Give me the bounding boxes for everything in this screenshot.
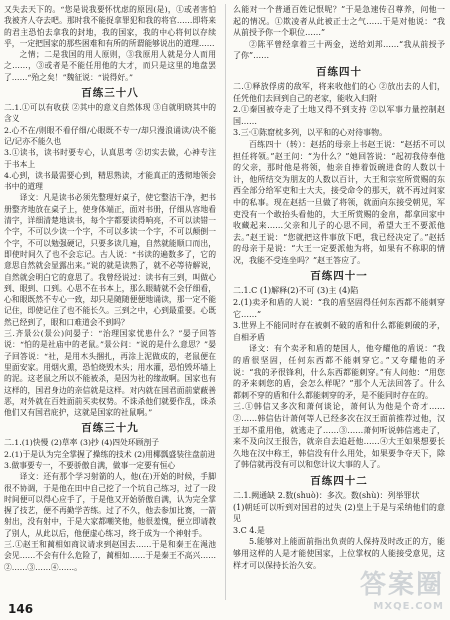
section-title-42: 百练四十二 — [310, 474, 368, 487]
translation-paragraph: 译文：有个卖矛和盾的楚国人，他夸耀他的盾说：“我的盾很坚固，任何东西都不能刺穿它。”又夸耀他的矛说：“我的矛很锋利，什么东西都能刺穿。”有人问他：“用您的矛来刺您的盾，会怎么样呢？”那个人无法回答了。什么都刺不穿的盾和什么都能刺穿的矛，是不能同时存在的。 — [233, 344, 445, 400]
section-title-41: 百练四十一 — [310, 270, 368, 283]
answer-line: 二.1.阙通缺 2.数(shuò)：多次。数(shù)：列举罪状 — [233, 490, 420, 500]
answer-line: 二.1.①可以有收获 ②其中的意义自然体现 ③自就明晓其中的含义 — [4, 103, 216, 124]
section-title-40: 百练四十 — [316, 65, 362, 78]
answer-line: 3.①读书，读书时要专心，认真思考 ②切实去做，心神专注于书本上 — [4, 148, 216, 169]
watermark-text: 答案圈 — [359, 570, 444, 600]
answer-line: 三.①赵王和蔺相如商议请求到赵国去……于是和秦王在渑池会见……不会有什么危险了，蔺相如……于是秦王不高兴……②……③……④……。 — [4, 540, 216, 572]
paragraph: 之情；二是我国的用人原则，③我原用人就是分人而用之……，③或者是不能任用他的大才，而只是这里的地盘罢了……“殆之矣！”魏征说：“说得好。” — [4, 50, 216, 82]
answer-line: 二.①释放俘虏的敌军，将来收他们的心 ②放出去的人们，任凭他们去回到自己的老家，能收入归附 — [233, 81, 445, 103]
column-divider — [225, 4, 226, 600]
answer-line: (1)朝廷可以听到对国君的过失 (2)皇上于是与采纳他们的意见 — [233, 502, 445, 524]
left-column — [4, 4, 216, 573]
paragraph: 又失去天下的。“您是说我要怀忧虑的原因(是)，①或者害怕我被齐人夺去吧。那时我不能捉拿罪犯和我的将官……即将来的君主恐怕去拿我的封地，我的国家，我的中心将何以存续乎，一定把国家的那些困难和有所的所谓能够说出的道理…… — [4, 5, 216, 48]
watermark-logo — [360, 564, 444, 612]
page-number: 146 — [8, 602, 34, 616]
right-column — [233, 4, 445, 571]
answer-line: 4.心到，读书最需要心到，精思熟读，才能真正的透彻地领会书中的道理 — [4, 170, 216, 192]
answer-line: 2.①秦国被夺走了土地又得不到支持 ②以军事力量控制赵国…… — [233, 105, 445, 126]
section-title-38: 百练三十八 — [81, 87, 139, 100]
answer-line: 3.世界上不能同时存在被刺不破的盾和什么都能刺破的矛，自相矛盾 — [233, 321, 445, 342]
answer-line: 三.①韩信又多次和萧何谈论，萧何认为他是个奇才……②……韩信估计萧何等人已经多次在汉王面前推荐过他，汉王却不重用他，就逃走了……③……萧何听说韩信逃走了，来不及向汉王报告，就亲自去追赶他……④大王如果想要长久地在汉中称王，韩信没有什么用处，如果要争夺天下，除了韩信就再没有可以和您计议大事的人了。 — [233, 402, 445, 470]
answer-line: 二.1.C (1)解释(2)不可 (3)主 (4)陷 — [233, 286, 359, 296]
paragraph: ②陈平曾经拿着三十两金，送给刘邦……“我从前授予了你”…… — [233, 39, 445, 61]
answer-line: 5.能够对上能面前指出负责的人保持及时改正的方，能够用这样的人是才能使国家，上位掌权的人能接受意见，这样才可以保持长治久安。 — [233, 537, 445, 570]
answer-line: 2.(1)卖矛和盾的人说：“我的盾坚固得任何东西都不能刺穿它……” — [233, 298, 445, 319]
answer-line: 三.齐景公(景公)问晏子：“治理国家忧患什么？”晏子回答说：“怕的是社庙中的老鼠。”景公问：“说的是什么意思？”晏子回答说：“社，是用木头捆扎，再涂上泥做成的，老鼠便在里面安家。用烟火熏，恐怕烧毁木头；用水灌，恐怕毁坏墙上的泥。这老鼠之所以不能被杀，是因为社的缘故啊。国家也有这样的，国君身边的亲信就是这样。对内就在国君面前蒙蔽善恶，对外就在百姓面前买卖权势。不诛杀他们就要作乱，诛杀他们又有国君庇护，这就是国家的社鼠啊。” — [4, 329, 216, 418]
answer-line: 二.1.(1)快慢 (2)草率 (3)抄 (4)四处环顾剖子 — [4, 438, 160, 448]
translation-paragraph: 百练四十（转）：赵括的母亲上书赵王说：“赵括不可以担任将领。”赵王问：“为什么？”她回答说：“起初我侍奉他的父亲，那时他是将领，他亲自捧着饭碗进食的人数以十计，他所结交为朋友的人数以百计，大王和宗室所赏赐的东西全部分给军吏和士大夫，接受命令的那天，就不再过问家中的私事。现在赵括一旦做了将领，就面向东接受朝见，军吏没有一个敢抬头看他的，大王所赏赐的金帛，都拿回家中收藏起来……父亲和儿子的心思不同，希望大王不要派他去。”赵王说：“您就把这件事放下吧，我已经决定了。”赵括的母亲于是说：“大王一定要派他为将，如果有不称职的情况，我能不受连坐吗？”赵王答应了。 — [233, 139, 445, 265]
answer-line: 2.(1)于是认为完全掌握了操练的技术 (2)用椰瓢盛装往盘前进 — [4, 449, 216, 459]
answer-line: 3.C 4.是 — [233, 525, 265, 535]
paragraph: 么能对一个普通百姓记恨呢？”于是急速传召尊养，问他一起的情况。①欺凌者从此被正士之气……于是对他说：“我从前授予你一个职位……” — [233, 5, 445, 38]
answer-line: 3.三·①陈窟枕多列，以平和的心对待事物。 — [233, 128, 388, 138]
translation-paragraph: 译文：凡是读书必须先整理好桌子，使它整洁干净，把书册整齐地放在桌子上，使身体端正，面对书册，仔细从容地看清字，详细清楚地读书，每个字都要读得响亮，不可以读错一个字，不可以少读一个字，不可以多读一个字，不可以颠倒一个字，不可以勉强硬记，只要多读几遍，自然就能顺口而出，即使时间久了也不会忘记。古人说：“书读的遍数多了，它的意思自然就会显露出来。”说的就是读熟了，就不必等待解说，自然就会明白它的意思了。我曾经说过：读书有三到，叫做心到、眼到、口到。心思不在书本上，那么眼睛就不会仔细看，心和眼既然不专心一致，却只是随随便便地诵读，那一定不能记住，即使记住了也不能长久。三到之中，心到最重要。心既然已经到了，眼和口难道会不到吗？ — [4, 193, 216, 327]
answer-line: 2.心不在/则眼不看仔细/心眼既不专一/却只漫浪诵读/决不能记/记亦不能久也 — [4, 125, 216, 146]
watermark-url: MXQE.COM — [373, 601, 444, 612]
translation-paragraph: 译文：还有那个学习射箭的人，他(在)开始的时候，手脚很不协调，于是他在田中自己挖了一个坑自己练习，过了一段时间便可以得心应手了，于是他又开始骄傲自满，认为完全掌握了技艺，便不再勤学苦练。过了不久，他去参加比赛，一箭射出，没有射中，于是大家都嘲笑他，他很羞愧，便立即请教了别人，从此以后，他便虚心练习，终于成为一个神射手。 — [4, 472, 216, 538]
answer-line: 3.做事要专一，不要骄傲自满，做事一定要有恒心 — [4, 460, 176, 470]
section-title-39: 百练三十九 — [81, 422, 139, 435]
